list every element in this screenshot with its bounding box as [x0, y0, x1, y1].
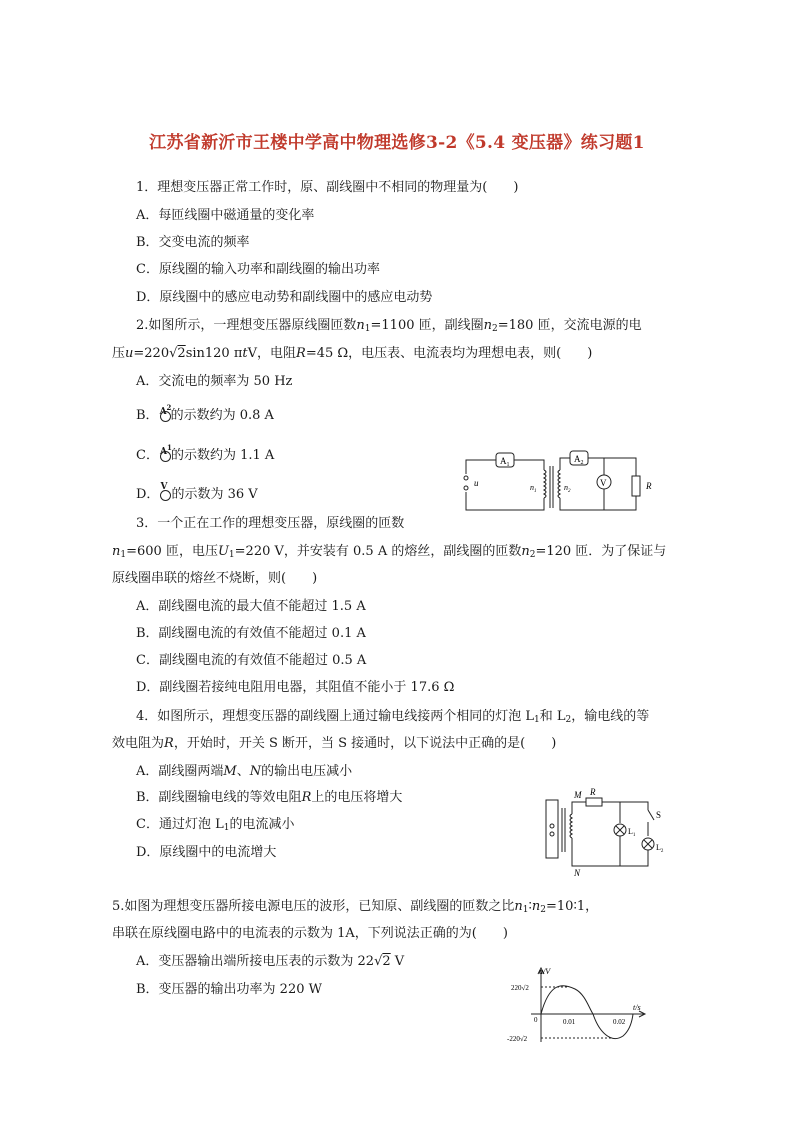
q2-transformer-circuit-diagram — [460, 448, 660, 520]
q1-stem: 1．理想变压器正常工作时，原、副线圈中不相同的物理量为( ) — [136, 180, 519, 195]
fig-l2-label: $L_2$ — [656, 843, 664, 854]
q2-stem-line1: 2.如图所示，一理想变压器原线圈匝数$n_1=1100$ 匝，副线圈$n_2=180$ 匝，交流电源的电 — [136, 318, 642, 334]
q4-transmission-circuit-diagram — [540, 786, 680, 878]
q2-option-a: A．交流电的频率为 50 Hz — [136, 374, 293, 389]
q3-option-b: B．副线圈电流的有效值不能超过 0.1 A — [136, 626, 366, 641]
q4-option-b: B．副线圈输电线的等效电阻R上的电压将增大 — [136, 790, 403, 805]
voltmeter-icon: V — [159, 485, 171, 501]
document-title: 江苏省新沂市王楼中学高中物理选修3-2《5.4 变压器》练习题1 — [149, 133, 645, 153]
q5-stem-line1: 5.如图为理想变压器所接电源电压的波形，已知原、副线圈的匝数之比$n_1∶n_2=10∶1$， — [112, 899, 599, 915]
fig-n2-label: $n_2$ — [564, 483, 571, 494]
graph-x1-label: 0.01 — [563, 1018, 576, 1026]
q1-option-d: D．原线圈中的感应电动势和副线圈中的感应电动势 — [136, 290, 433, 305]
q4-stem-line1: 4．如图所示，理想变压器的副线圈上通过输电线接两个相同的灯泡 $L_1$和 $L_2$，输电线的等 — [136, 709, 650, 725]
fig-a2-label: $A_2$ — [574, 454, 584, 466]
sqrt-sign: √ — [169, 346, 178, 361]
ammeter-a1-icon: $A^1$ — [159, 446, 171, 462]
q2-option-c: C． $A^1$ 的示数约为 1.1 A — [136, 443, 275, 463]
q3-option-c: C．副线圈电流的有效值不能超过 0.5 A — [136, 653, 367, 668]
q4-option-a: A．副线圈两端M、N的输出电压减小 — [136, 764, 353, 779]
graph-origin-label: 0 — [534, 1016, 538, 1024]
q4-option-c: C．通过灯泡 $L_1$的电流减小 — [136, 817, 295, 833]
fig-v-label: V — [600, 478, 607, 488]
q4-stem-line2: 效电阻为R，开始时，开关 S 断开，当 S 接通时，以下说法中正确的是( ) — [112, 736, 557, 751]
q5-stem-line2: 串联在原线圈电路中的电流表的示数为 1A，下列说法正确的为( ) — [112, 926, 508, 941]
q3-option-a: A．副线圈电流的最大值不能超过 1.5 A — [136, 599, 366, 614]
q5-option-b: B．变压器的输出功率为 220 W — [136, 982, 322, 997]
fig-n1-label: $n_1$ — [530, 483, 537, 494]
fig-s-label: S — [656, 810, 662, 820]
graph-x2-label: 0.02 — [613, 1018, 626, 1026]
q1-option-c: C．原线圈的输入功率和副线圈的输出功率 — [136, 262, 380, 277]
q3-stem-line3: 原线圈串联的熔丝不烧断，则( ) — [112, 571, 318, 586]
fig-m-label: M — [574, 790, 582, 800]
q3-stem-line1: 3．一个正在工作的理想变压器，原线圈的匝数 — [136, 516, 405, 531]
fig-r-label: R — [646, 481, 652, 491]
graph-ybot-label: -220√2 — [507, 1035, 528, 1043]
q2-stem-line2: 压u=220√2sin120 πtV，电阻R=45 Ω，电压表、电流表均为理想电表，则( ) — [112, 346, 593, 361]
ammeter-a2-icon: $A^2$ — [159, 406, 171, 422]
fig-u-label: u — [474, 478, 479, 488]
q2-option-b: B． $A^2$ 的示数约为 0.8 A — [136, 403, 274, 423]
q2-option-d: D． V 的示数为 36 V — [136, 482, 258, 502]
fig-n-label: N — [574, 868, 581, 878]
graph-xlabel: t/s — [633, 1003, 641, 1012]
graph-ytop-label: 220√2 — [511, 984, 529, 992]
sqrt-sign: √ — [374, 954, 383, 969]
q1-option-b: B．交变电流的频率 — [136, 235, 250, 250]
fig-l1-label: $L_1$ — [628, 827, 636, 838]
q5-voltage-waveform-graph — [505, 964, 655, 1046]
graph-ylabel: u/V — [539, 967, 551, 976]
q4-option-d: D．原线圈中的电流增大 — [136, 845, 277, 860]
q5-option-a: A．变压器输出端所接电压表的示数为 22√2 V — [136, 954, 405, 969]
fig-a1-label: $A_1$ — [500, 456, 510, 468]
q3-option-d: D．副线圈若接纯电阻用电器，其阻值不能小于 17.6 Ω — [136, 680, 455, 695]
q3-stem-line2: $n_1=600$ 匝，电压$U_1=220$ V，并安装有 0.5 A 的熔丝，副线圈的匝数$n_2=120$ 匝．为了保证与 — [112, 544, 667, 560]
q1-option-a: A．每匝线圈中磁通量的变化率 — [136, 208, 315, 223]
fig-r-label: R — [590, 787, 596, 797]
